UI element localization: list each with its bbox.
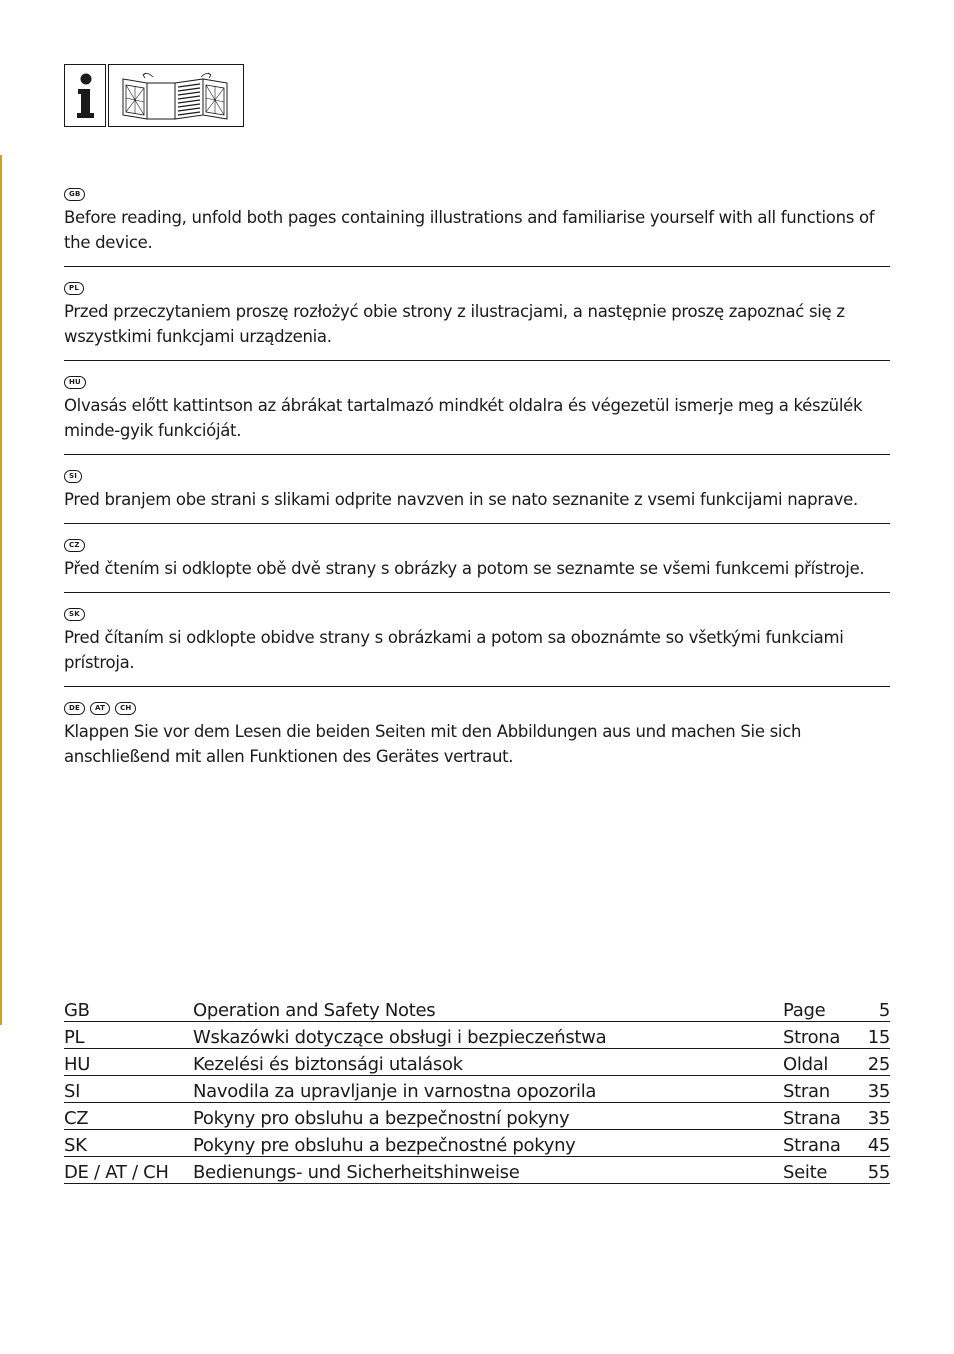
toc-page-label: Oldal (783, 1049, 853, 1076)
toc-row (64, 1076, 890, 1103)
language-section (64, 468, 890, 524)
toc-row (64, 1103, 890, 1130)
language-section (64, 186, 890, 267)
country-code-badge: CH (115, 702, 136, 715)
country-code-badge: SI (64, 470, 82, 483)
language-badges (64, 606, 890, 622)
country-code-badge: PL (64, 282, 84, 295)
table-of-contents (64, 994, 890, 1184)
country-code-badge: AT (90, 702, 110, 715)
toc-page-label: Strana (783, 1103, 853, 1130)
instruction-text: Pred branjem obe strani s slikami odprite navzven in se nato seznanite z vsemi funkcijami naprave. (64, 490, 858, 509)
toc-row (64, 1049, 890, 1076)
language-badges (64, 280, 890, 296)
toc-title: Wskazówki dotyczące obsługi i bezpieczeństwa (193, 1022, 783, 1049)
language-section (64, 374, 890, 455)
toc-page-number: 35 (853, 1103, 890, 1130)
language-section (64, 606, 890, 687)
toc-page-label: Strona (783, 1022, 853, 1049)
toc-page-number: 55 (853, 1157, 890, 1184)
unfold-pages-icon (108, 64, 244, 127)
toc-title: Bedienungs- und Sicherheitshinweise (193, 1157, 783, 1184)
info-icon (64, 64, 106, 127)
toc-page-label: Seite (783, 1157, 853, 1184)
language-badges (64, 374, 890, 390)
toc-page-number: 5 (853, 994, 890, 1022)
language-badges (64, 537, 890, 553)
instruction-text: Pred čítaním si odklopte obidve strany s obrázkami a potom sa oboznámte so všetkými funkciami prístroja. (64, 628, 844, 672)
toc-row (64, 1157, 890, 1184)
toc-language-code: PL (64, 1022, 193, 1049)
instruction-text: Klappen Sie vor dem Lesen die beiden Seiten mit den Abbildungen aus und machen Sie sich anschließend mit allen Funktionen des Gerätes vertraut. (64, 722, 802, 766)
language-badges (64, 468, 890, 484)
toc-page-label: Strana (783, 1130, 853, 1157)
toc-language-code: CZ (64, 1103, 193, 1130)
toc-page-number: 45 (853, 1130, 890, 1157)
toc-title: Pokyny pro obsluhu a bezpečnostní pokyny (193, 1103, 783, 1130)
toc-page-number: 25 (853, 1049, 890, 1076)
toc-language-code: SK (64, 1130, 193, 1157)
toc-title: Kezelési és biztonsági utalások (193, 1049, 783, 1076)
country-code-badge: GB (64, 188, 85, 201)
instruction-text: Before reading, unfold both pages containing illustrations and familiarise yourself with all functions of the device. (64, 208, 875, 252)
toc-language-code: GB (64, 994, 193, 1022)
toc-page-number: 35 (853, 1076, 890, 1103)
language-badges (64, 700, 890, 716)
country-code-badge: HU (64, 376, 86, 389)
page-edge-strip (0, 155, 2, 1025)
country-code-badge: CZ (64, 539, 85, 552)
toc-title: Operation and Safety Notes (193, 994, 783, 1022)
country-code-badge: DE (64, 702, 85, 715)
language-section (64, 280, 890, 361)
toc-page-number: 15 (853, 1022, 890, 1049)
toc-page-label: Page (783, 994, 853, 1022)
toc-row (64, 994, 890, 1022)
instruction-text: Przed przeczytaniem proszę rozłożyć obie strony z ilustracjami, a następnie proszę zapoznać się z wszystkimi funkcjami urządzenia. (64, 302, 845, 346)
toc-row (64, 1130, 890, 1157)
language-section (64, 537, 890, 593)
toc-language-code: DE / AT / CH (64, 1157, 193, 1184)
toc-row (64, 1022, 890, 1049)
language-section (64, 700, 890, 780)
toc-language-code: SI (64, 1076, 193, 1103)
instruction-text: Olvasás előtt kattintson az ábrákat tartalmazó mindkét oldalra és végezetül ismerje meg a készülék minde-gyik funkcióját. (64, 396, 863, 440)
toc-language-code: HU (64, 1049, 193, 1076)
instruction-text: Před čtením si odklopte obě dvě strany s obrázky a potom se seznamte se všemi funkcemi přístroje. (64, 559, 865, 578)
toc-title: Pokyny pre obsluhu a bezpečnostné pokyny (193, 1130, 783, 1157)
toc-page-label: Stran (783, 1076, 853, 1103)
toc-title: Navodila za upravljanje in varnostna opozorila (193, 1076, 783, 1103)
language-badges (64, 186, 890, 202)
language-notes (64, 186, 890, 793)
country-code-badge: SK (64, 608, 85, 621)
